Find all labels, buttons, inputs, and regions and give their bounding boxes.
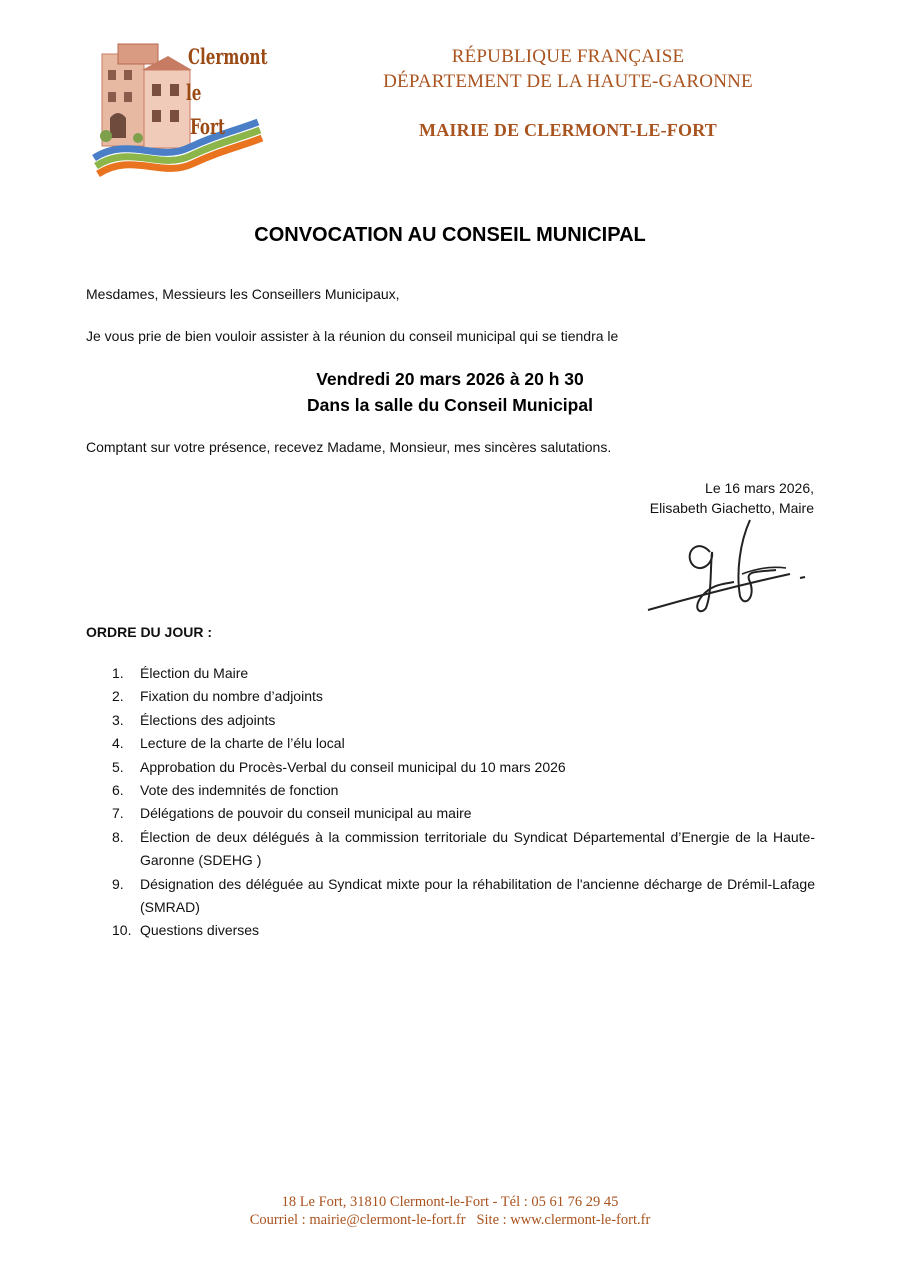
footer-contact: Courriel : mairie@clermont-le-fort.fr Site : www.clermont-le-fort.fr [249,1212,651,1228]
agenda-item: 4. Lecture de la charte de l’élu local [112,735,345,752]
agenda-item: 8. Élection de deux délégués à la commission territoriale du Syndicat Départemental d’Energie de la Haute-Garonne (SDEHG ) [112,828,815,869]
closing-paragraph: Comptant sur votre présence, recevez Madame, Monsieur, mes sincères salutations. [86,439,612,455]
agenda-heading: ORDRE DU JOUR : [86,624,213,640]
logo-text-clermont: Clermont [188,44,268,69]
signature-name: Elisabeth Giachetto, Maire [649,500,814,516]
agenda-item: 5. Approbation du Procès-Verbal du conseil municipal du 10 mars 2026 [112,758,566,775]
logo-text-le: le [186,80,202,105]
agenda-item: 6. Vote des indemnités de fonction [112,782,339,799]
intro-paragraph: Je vous prie de bien vouloir assister à la réunion du conseil municipal qui se tiendra le [86,328,619,344]
meeting-place: Dans la salle du Conseil Municipal [307,395,593,415]
agenda-item: 2. Fixation du nombre d’adjoints [112,688,323,705]
agenda-item: 9. Désignation des déléguée au Syndicat mixte pour la réhabilitation de l'ancienne décharge de Drémil-Lafage (SMRAD) [112,875,815,916]
meeting-date: Vendredi 20 mars 2026 à 20 h 30 [316,369,584,389]
footer-address: 18 Le Fort, 31810 Clermont-le-Fort - Tél : 05 61 76 29 45 [281,1194,619,1210]
agenda-item: 7. Délégations de pouvoir du conseil municipal au maire [112,805,472,822]
handwritten-signature [640,512,810,620]
document-title: CONVOCATION AU CONSEIL MUNICIPAL [254,224,646,246]
salutation: Mesdames, Messieurs les Conseillers Municipaux, [86,286,400,302]
agenda-item: 1. Élection du Maire [112,665,249,681]
header-mairie: MAIRIE DE CLERMONT-LE-FORT [419,120,717,140]
agenda-item: 10. Questions diverses [112,922,260,939]
logo-text-fort: Fort [190,114,225,139]
header-departement: DÉPARTEMENT DE LA HAUTE-GARONNE [383,71,753,92]
agenda-list [86,662,815,943]
agenda-item: 3. Élections des adjoints [112,711,276,728]
signature-date: Le 16 mars 2026, [705,480,814,496]
header-republique: RÉPUBLIQUE FRANÇAISE [451,46,685,67]
